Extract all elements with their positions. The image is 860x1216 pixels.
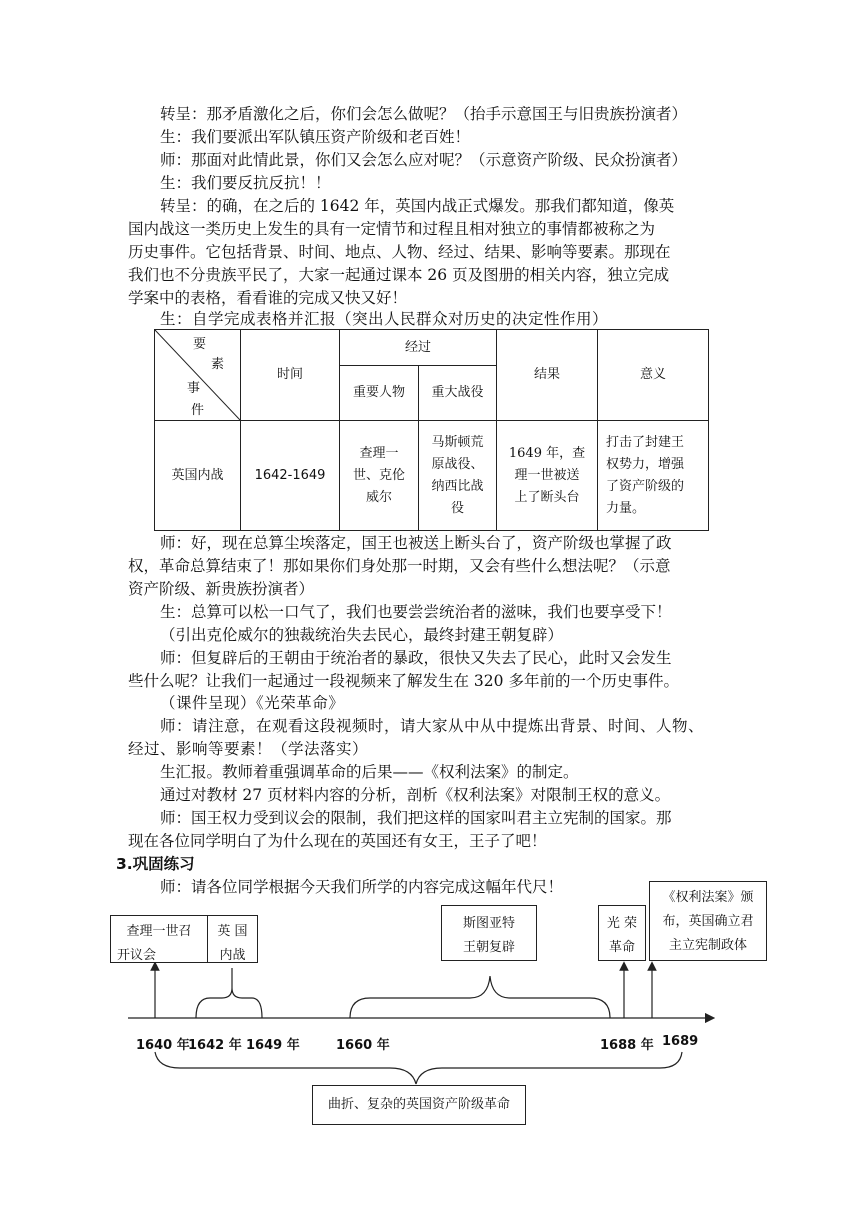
- box-line: 布，英国确立君: [662, 914, 754, 929]
- text-line: 经过、影响等要素！（学法落实）: [128, 740, 369, 758]
- diag-label: 件: [191, 403, 205, 418]
- text-line: （引出克伦威尔的独裁统治失去民心，最终封建王朝复辟）: [160, 626, 564, 644]
- year-label: 1640 年: [136, 1038, 190, 1053]
- section-heading: 3.巩固练习: [116, 855, 195, 873]
- box-line: 革命: [608, 940, 635, 955]
- text-line: 历史事件。它包括背景、时间、地点、人物、经过、结果、影响等要素。那现在: [128, 243, 671, 261]
- text-line: 现在各位同学明白了为什么现在的英国还有女王，王子了吧！: [128, 832, 547, 850]
- text-line: 国内战这一类历史上发生的具有一定情节和过程且相对独立的事情都被称之为: [128, 220, 656, 238]
- box-line: 《权利法案》颁: [662, 890, 754, 905]
- text-line: 权，革命总算结束了！那如果你们身处那一时期，又会有些什么想法呢？（示意: [128, 557, 671, 575]
- cell-line: 权势力，增强: [606, 456, 685, 472]
- event-box-1640: [110, 915, 208, 963]
- event-box-1689: [649, 881, 767, 961]
- cell-line: 役: [450, 500, 464, 516]
- text-line: （课件呈现）《光荣革命》: [160, 694, 345, 712]
- cell-line: 原战役、: [431, 456, 484, 472]
- text-line: 师：但复辟后的王朝由于统治者的暴政，很快又失去了民心，此时又会发生: [160, 649, 672, 667]
- diag-label: 要: [193, 337, 207, 352]
- cell-line: 马斯顿荒: [431, 434, 484, 450]
- text-line: 生：自学完成表格并汇报（突出人民群众对历史的决定性作用）: [160, 310, 609, 328]
- box-line: 光 荣: [606, 916, 638, 931]
- text-line: 师：好，现在总算尘埃落定，国王也被送上断头台了，资产阶级也掌握了政: [160, 534, 672, 552]
- text-line: 资产阶级、新贵族扮演者）: [128, 580, 315, 598]
- cell-line: 了资产阶级的: [606, 478, 685, 494]
- text-line: 师：国王权力受到议会的限制，我们把这样的国家叫君主立宪制的国家。那: [160, 809, 672, 827]
- text-line: 我们也不分贵族平民了，大家一起通过课本 26 页及图册的相关内容，独立完成: [128, 266, 670, 284]
- year-label: 1660 年: [336, 1038, 390, 1053]
- text-line: 转呈：那矛盾激化之后，你们会怎么做呢？（抬手示意国王与旧贵族扮演者）: [160, 105, 688, 123]
- cell-line: 纳西比战: [431, 478, 484, 494]
- cell-line: 查理一: [359, 445, 399, 461]
- box-line: 英 国: [217, 924, 248, 939]
- header-meaning: 意义: [598, 330, 709, 421]
- event-box-1688: [598, 905, 646, 961]
- diag-label: 事: [187, 381, 201, 396]
- text-line: 生：我们要派出军队镇压资产阶级和老百姓！: [160, 128, 471, 146]
- text-line: 生：我们要反抗反抗！！: [160, 174, 331, 192]
- text-line: 通过对教材 27 页材料内容的分析，剖析《权利法案》对限制王权的意义。: [160, 786, 671, 804]
- text-line: 转呈：的确，在之后的 1642 年，英国内战正式爆发。那我们都知道，像英: [160, 197, 675, 215]
- text-line: 生汇报。教师着重强调革命的后果——《权利法案》的制定。: [160, 763, 579, 781]
- summary-box: 曲折、复杂的英国资产阶级革命: [312, 1085, 526, 1125]
- text-line: 师：请各位同学根据今天我们所学的内容完成这幅年代尺！: [160, 878, 564, 896]
- header-people: 重要人物: [340, 366, 419, 421]
- cell-line: 威尔: [365, 489, 392, 505]
- cell-line: 上了断头台: [514, 489, 580, 505]
- event-box-1642: [207, 915, 258, 963]
- text-line: 师：请注意，在观看这段视频时，请大家从中从中提炼出背景、时间、人物、: [160, 717, 705, 735]
- header-time: 时间: [241, 330, 340, 421]
- text-line: 生：总算可以松一口气了，我们也要尝尝统治者的滋味，我们也要享受下！: [160, 603, 672, 621]
- cell-line: 1649 年，查: [508, 445, 586, 461]
- cell-time: 1642-1649: [241, 421, 340, 531]
- cell-line: 世、克伦: [352, 467, 405, 483]
- year-label: 1649 年: [246, 1038, 300, 1053]
- box-line: 主立宪制政体: [668, 938, 747, 953]
- box-line: 开议会: [117, 948, 157, 963]
- box-line: 查理一世召: [126, 924, 192, 939]
- box-line: 王朝复辟: [462, 940, 515, 955]
- box-line: 斯图亚特: [462, 916, 515, 931]
- year-label: 1688 年: [600, 1038, 654, 1053]
- cell-line: 力量。: [606, 500, 646, 516]
- text-line: 些什么呢？让我们一起通过一段视频来了解发生在 320 多年前的一个历史事件。: [128, 672, 679, 690]
- cell-event: 英国内战: [155, 421, 241, 531]
- year-label: 1642 年: [188, 1038, 242, 1053]
- brace-bottom: [155, 1052, 682, 1084]
- year-label: 1689: [662, 1034, 699, 1049]
- cell-line: 理一世被送: [514, 467, 580, 483]
- header-process: 经过: [340, 330, 497, 366]
- diag-label: 素: [211, 357, 225, 372]
- header-result: 结果: [497, 330, 598, 421]
- text-line: 学案中的表格，看看谁的完成又快又好！: [128, 289, 408, 307]
- brace-civil-war: [196, 988, 262, 1018]
- cell-line: 打击了封建王: [606, 434, 685, 450]
- event-box-1660: [441, 905, 537, 961]
- text-line: 师：那面对此情此景，你们又会怎么应对呢？（示意资产阶级、民众扮演者）: [160, 151, 688, 169]
- header-battles: 重大战役: [419, 366, 497, 421]
- box-line: 内战: [219, 948, 246, 963]
- brace-restoration: [350, 976, 610, 1018]
